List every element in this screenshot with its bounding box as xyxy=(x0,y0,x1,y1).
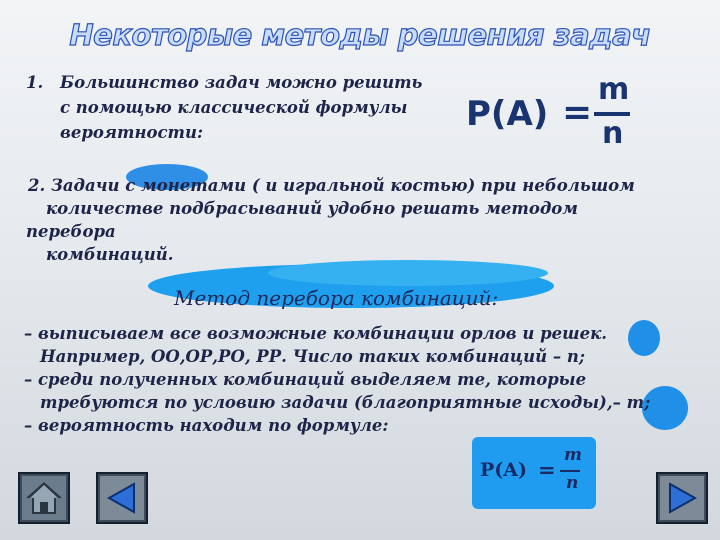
point-2 xyxy=(28,174,708,266)
formula-equals: = xyxy=(538,457,556,482)
triangle-right-icon xyxy=(658,474,706,522)
formula-lhs: P(A) xyxy=(466,94,549,134)
home-icon xyxy=(20,474,68,522)
point-1 xyxy=(26,70,446,145)
point-1-line: с помощью классической формулы xyxy=(60,98,408,117)
step-line: Например, ОО,ОР,РО, РР. Число таких комбинаций – n; xyxy=(40,347,585,366)
probability-formula xyxy=(466,72,636,154)
formula-box xyxy=(472,437,596,509)
formula-denominator: n xyxy=(566,473,579,493)
formula-equals: = xyxy=(562,92,593,133)
step-line: – вероятность находим по формуле: xyxy=(24,416,389,435)
formula-numerator: m xyxy=(564,445,582,465)
point-2-line: перебора xyxy=(26,222,116,241)
point-1-line: Большинство задач можно решить xyxy=(60,73,423,92)
point-1-line: вероятности: xyxy=(60,123,204,142)
forward-button[interactable] xyxy=(656,472,708,524)
step-line: – выписываем все возможные комбинации орлов и решек. xyxy=(24,324,608,343)
triangle-left-icon xyxy=(98,474,146,522)
formula-numerator: m xyxy=(598,72,630,107)
formula-lhs: P(A) xyxy=(480,459,528,481)
formula-denominator: n xyxy=(602,116,624,151)
step-line: требуются по условию задачи (благоприятные исходы),– m; xyxy=(40,393,651,412)
point-2-line: комбинаций. xyxy=(46,245,174,264)
point-2-line: количестве подбрасываний удобно решать методом xyxy=(46,199,578,218)
point-1-number: 1. xyxy=(26,73,44,92)
method-steps xyxy=(24,322,714,437)
point-2-line: 2. Задачи с монетами ( и игральной костью) при небольшом xyxy=(28,176,635,195)
back-button[interactable] xyxy=(96,472,148,524)
slide-title: Некоторые методы решения задач xyxy=(69,18,651,52)
method-heading: Метод перебора комбинаций: xyxy=(174,286,499,310)
formula-fraction-bar xyxy=(560,470,580,472)
step-line: – среди полученных комбинаций выделяем те, которые xyxy=(24,370,587,389)
home-button[interactable] xyxy=(18,472,70,524)
